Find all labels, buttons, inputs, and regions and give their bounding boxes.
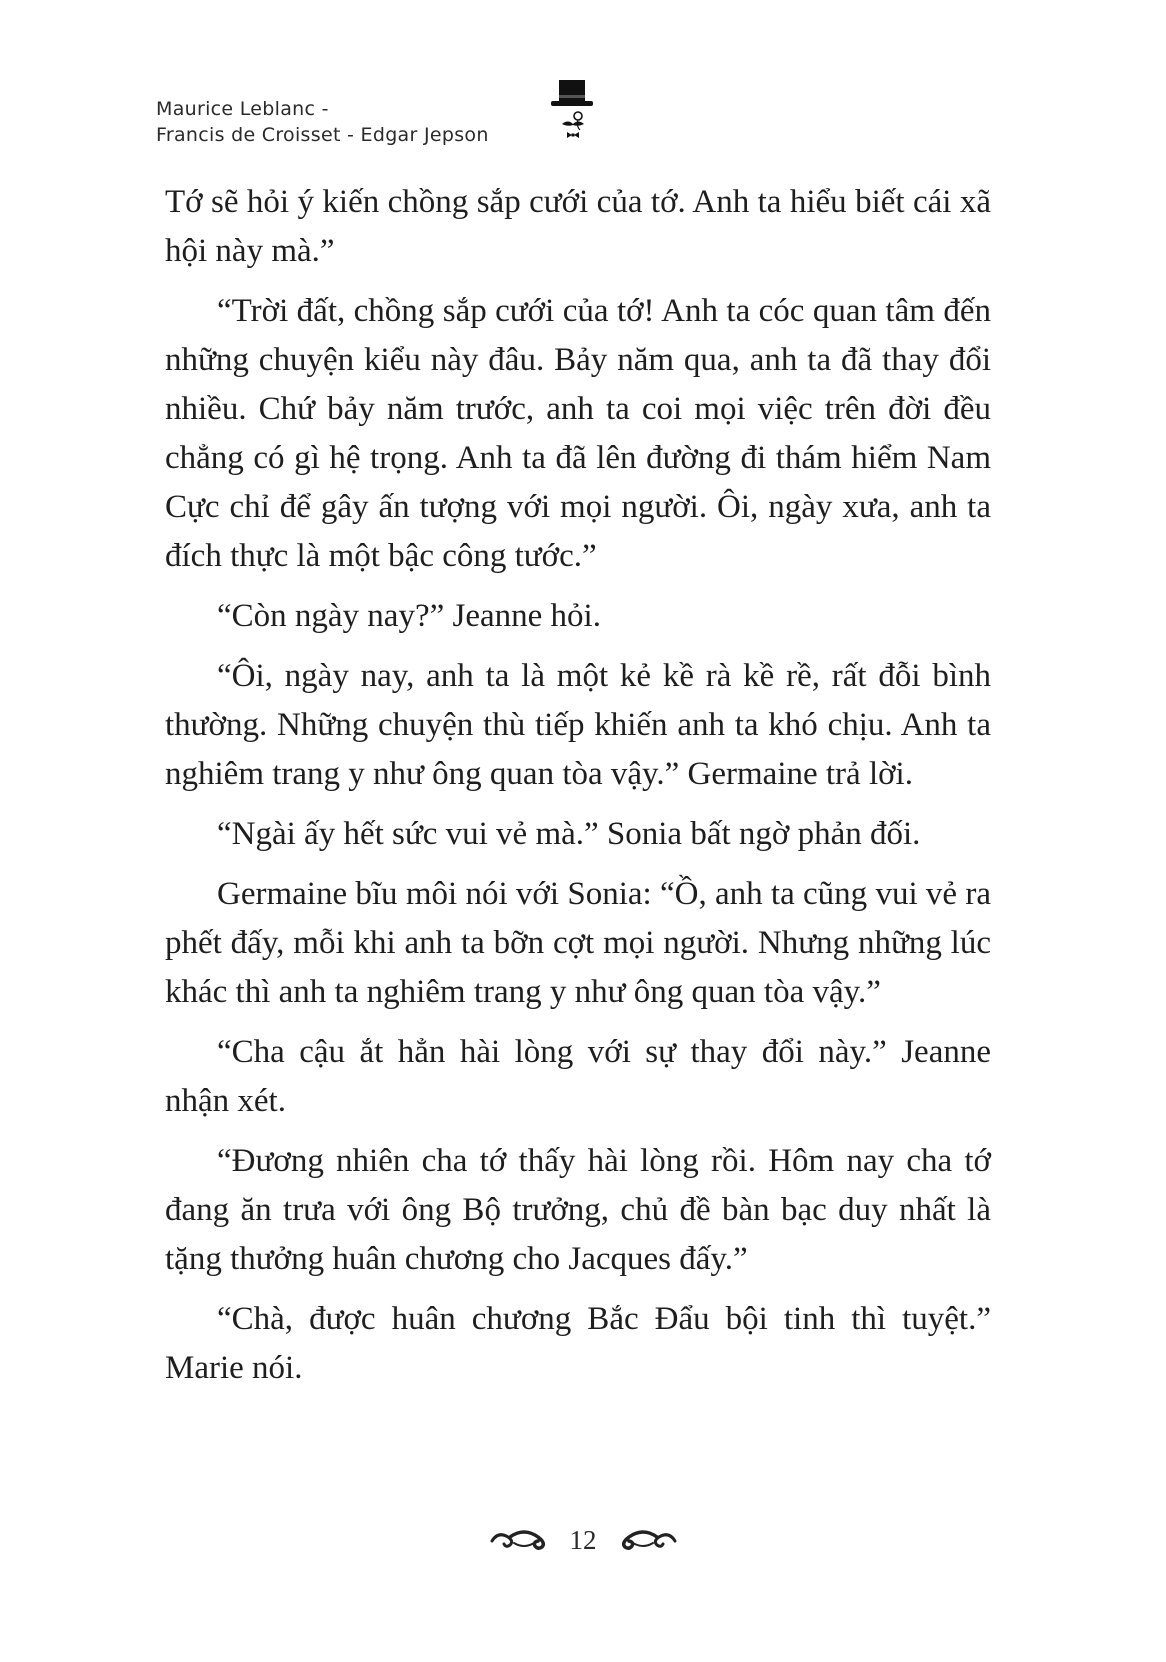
paragraph: “Trời đất, chồng sắp cưới của tớ! Anh ta cóc quan tâm đến những chuyện kiểu này đâu. Bảy năm qua, anh ta đã thay đổi nhiều. Chứ bảy năm trước, anh ta coi mọi việc trên đời đều chẳng có gì hệ trọng. Anh ta đã lên đường đi thám hiểm Nam Cực chỉ để gây ấn tượng với mọi người. Ôi, ngày xưa, anh ta đích thực là một bậc công tước.” [165,293,991,574]
paragraph: “Cha cậu ắt hẳn hài lòng với sự thay đổi này.” Jeanne nhận xét. [165,1034,991,1119]
paragraph: Tớ sẽ hỏi ý kiến chồng sắp cưới của tớ. Anh ta hiểu biết cái xã hội này mà.” [165,184,991,269]
paragraph: “Còn ngày nay?” Jeanne hỏi. [217,598,601,634]
top-hat-monocle-icon [548,78,598,148]
header-author-line-1: Maurice Leblanc - [156,98,329,120]
right-swirl-ornament-icon [615,1525,677,1555]
page-number: 12 [569,1524,597,1555]
paragraph: “Ôi, ngày nay, anh ta là một kẻ kề rà kề rề, rất đỗi bình thường. Những chuyện thù tiếp khiến anh ta khó chịu. Anh ta nghiêm trang y như ông quan tòa vậy.” Germaine trả lời. [165,658,991,792]
paragraph: “Ngài ấy hết sức vui vẻ mà.” Sonia bất ngờ phản đối. [217,816,921,852]
running-header [156,96,489,148]
header-author-line-2: Francis de Croisset - Edgar Jepson [156,124,489,146]
paragraph: “Đương nhiên cha tớ thấy hài lòng rồi. Hôm nay cha tớ đang ăn trưa với ông Bộ trưởng, chủ đề bàn bạc duy nhất là tặng thưởng huân chương cho Jacques đấy.” [165,1143,991,1277]
paragraph: Germaine bĩu môi nói với Sonia: “Ồ, anh ta cũng vui vẻ ra phết đấy, mỗi khi anh ta bỡn cợt mọi người. Nhưng những lúc khác thì anh ta nghiêm trang y như ông quan tòa vậy.” [165,876,991,1010]
left-swirl-ornament-icon [490,1525,552,1555]
page-footer [0,1520,1166,1560]
paragraph: “Chà, được huân chương Bắc Đẩu bội tinh thì tuyệt.” Marie nói. [165,1301,991,1386]
page-body [165,178,991,1404]
